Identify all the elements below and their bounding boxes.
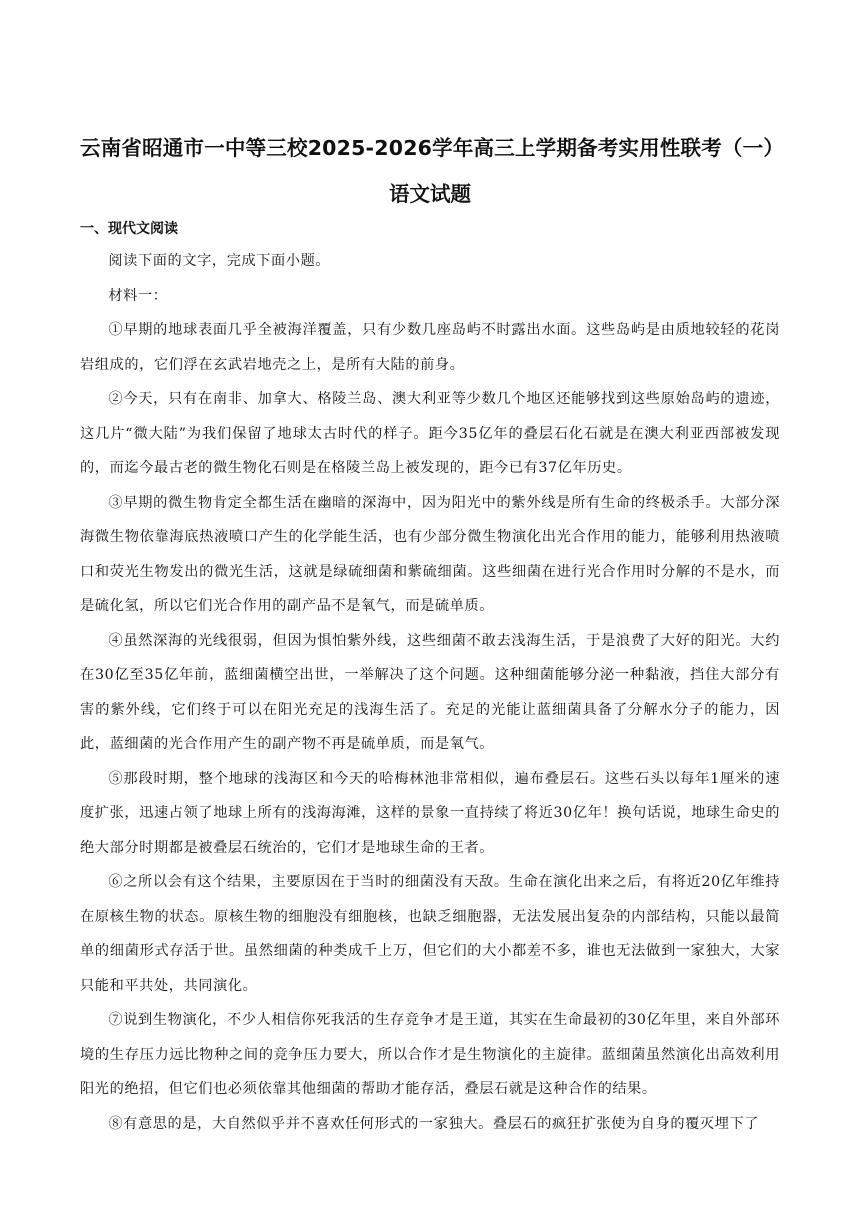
paragraph-3: ③早期的微生物肯定全都生活在幽暗的深海中，因为阳光中的紫外线是所有生命的终极杀手。大部分深海微生物依靠海底热液喷口产生的化学能生活，也有少部分微生物演化出光合作用的能力，能够利用热液喷口和荧光生物发出的微光生活，这就是绿硫细菌和紫硫细菌。这些细菌在进行光合作用时分解的不是水，而是硫化氢，所以它们光合作用的副产品不是氧气，而是硫单质。 [80,494,780,614]
material-label: 材料一： [108,287,168,304]
document-title: 云南省昭通市一中等三校2025-2026学年高三上学期备考实用性联考（一） [80,136,785,160]
paragraph-6: ⑥之所以会有这个结果，主要原因在于当时的细菌没有天敌。生命在演化出来之后，有将近20亿年维持在原核生物的状态。原核生物的细胞没有细胞核，也缺乏细胞器，无法发展出复杂的内部结构，只能以最简单的细菌形式存活于世。虽然细菌的种类成千上万，但它们的大小都差不多，谁也无法做到一家独大，大家只能和平共处，共同演化。 [80,874,780,994]
instruction-text: 阅读下面的文字，完成下面小题。 [108,253,331,269]
paragraph-7: ⑦说到生物演化，不少人相信你死我活的生存竞争才是王道，其实在生命最初的30亿年里，来自外部环境的生存压力远比物种之间的竞争压力要大，所以合作才是生物演化的主旋律。蓝细菌虽然演化出高效利用阳光的绝招，但它们也必须依靠其他细菌的帮助才能存活，叠层石就是这种合作的结果。 [80,1012,780,1097]
document-subtitle: 语文试题 [389,182,471,206]
paragraph-2: ②今天，只有在南非、加拿大、格陵兰岛、澳大利亚等少数几个地区还能够找到这些原始岛屿的遗迹，这几片“微大陆”为我们保留了地球太古时代的样子。距今35亿年的叠层石化石就是在澳大利亚西部被发现的，而迄今最古老的微生物化石则是在格陵兰岛上被发现的，距今已有37亿年历史。 [80,391,780,476]
section-heading: 一、现代文阅读 [80,221,178,237]
document-page [80,128,785,1141]
paragraph-1: ①早期的地球表面几乎全被海洋覆盖，只有少数几座岛屿不时露出水面。这些岛屿是由质地较轻的花岗岩组成的，它们浮在玄武岩地壳之上，是所有大陆的前身。 [80,322,780,373]
paragraph-8: ⑧有意思的是，大自然似乎并不喜欢任何形式的一家独大。叠层石的疯狂扩张使为自身的覆灭埋下了 [108,1115,760,1132]
paragraph-5: ⑤那段时期，整个地球的浅海区和今天的哈梅林池非常相似，遍布叠层石。这些石头以每年1厘米的速度扩张，迅速占领了地球上所有的浅海海滩，这样的景象一直持续了将近30亿年！换句话说，地球生命史的绝大部分时期都是被叠层石统治的，它们才是地球生命的王者。 [80,770,780,856]
paragraph-4: ④虽然深海的光线很弱，但因为惧怕紫外线，这些细菌不敢去浅海生活，于是浪费了大好的阳光。大约在30亿至35亿年前，蓝细菌横空出世，一举解决了这个问题。这种细菌能够分泌一种黏液，挡住大部分有害的紫外线，它们终于可以在阳光充足的浅海生活了。充足的光能让蓝细菌具备了分解水分子的能力，因此，蓝细菌的光合作用产生的副产物不再是硫单质，而是氧气。 [80,632,780,752]
